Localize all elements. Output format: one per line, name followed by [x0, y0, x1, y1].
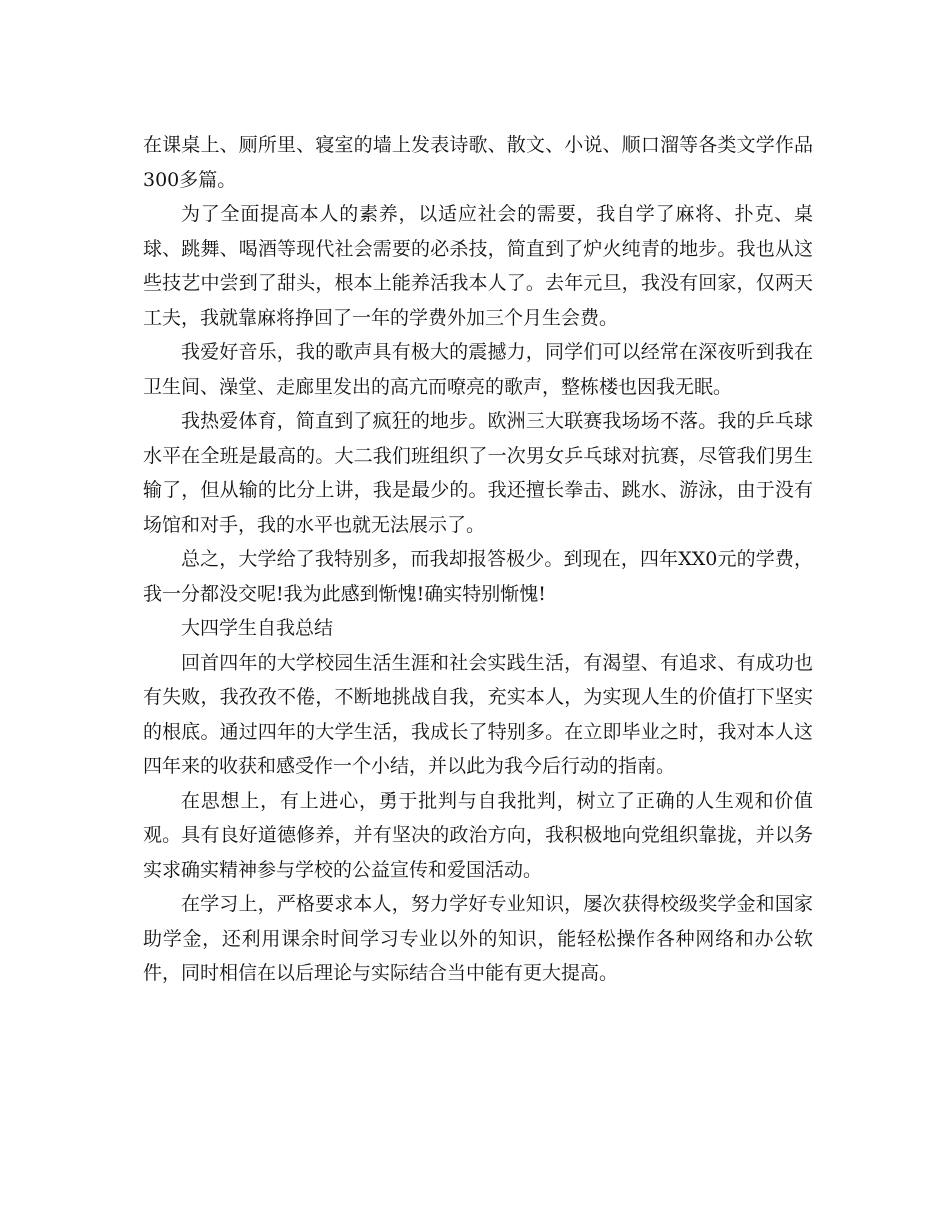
paragraph-self-taught-skills: 为了全面提高本人的素养，以适应社会的需要，我自学了麻将、扑克、桌球、跳舞、喝酒等现代社会需要的必杀技，简直到了炉火纯青的地步。我也从这些技艺中尝到了甜头，根本上能养活我本人了。去年元旦，我没有回家，仅两天工夫，我就靠麻将挣回了一年的学费外加三个月生会费。	[143, 203, 813, 329]
paragraph-study: 在学习上，严格要求本人，努力学好专业知识，屡次获得校级奖学金和国家助学金，还利用课余时间学习专业以外的知识，能轻松操作各种网络和办公软件，同时相信在以后理论与实际结合当中能有更大提高。	[143, 893, 813, 984]
paragraph-conclusion: 总之，大学给了我特别多，而我却报答极少。到现在，四年XX0元的学费，我一分都没交呢!我为此感到惭愧!确实特别惭愧!	[143, 548, 813, 605]
paragraph-review: 回首四年的大学校园生活生涯和社会实践生活，有渴望、有追求、有成功也有失败，我孜孜不倦，不断地挑战自我，充实本人，为实现人生的价值打下坚实的根底。通过四年的大学生活，我成长了特别多。在立即毕业之时，我对本人这四年来的收获和感受作一个小结，并以此为我今后行动的指南。	[143, 651, 813, 777]
paragraph-music: 我爱好音乐，我的歌声具有极大的震撼力，同学们可以经常在深夜听到我在卫生间、澡堂、走廊里发出的高亢而嘹亮的歌声，整栋楼也因我无眠。	[143, 341, 813, 398]
paragraph-sports: 我热爱体育，简直到了疯狂的地步。欧洲三大联赛我场场不落。我的乒乓球水平在全班是最高的。大二我们班组织了一次男女乒乓球对抗赛，尽管我们男生输了，但从输的比分上讲，我是最少的。我还擅长拳击、跳水、游泳，由于没有场馆和对手，我的水平也就无法展示了。	[143, 410, 813, 536]
paragraph-thought: 在思想上，有上进心，勇于批判与自我批判，树立了正确的人生观和价值观。具有良好道德修养，并有坚决的政治方向，我积极地向党组织靠拢，并以务实求确实精神参与学校的公益宣传和爱国活动。	[143, 789, 813, 881]
document-body	[143, 128, 813, 991]
section-heading: 大四学生自我总结	[181, 617, 334, 639]
paragraph-literary-works: 在课桌上、厕所里、寝室的墙上发表诗歌、散文、小说、顺口溜等各类文学作品300多篇。	[143, 134, 813, 191]
